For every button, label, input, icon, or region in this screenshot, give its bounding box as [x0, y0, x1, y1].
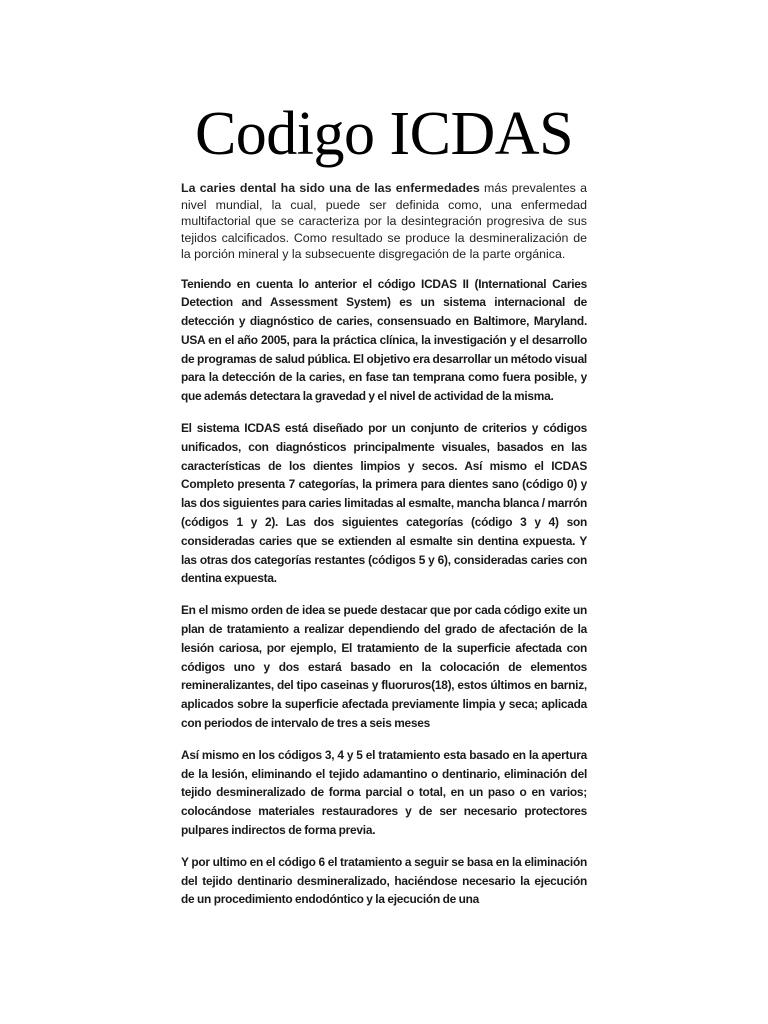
intro-rest-text: más prevalentes a nivel mundial, la cual, puede ser definida como, una enfermedad multifactorial que se caracteriza por la desintegración progresiva de sus tejidos calcificados. Como resultado se produce la desmineralización de la porción mineral y la subsecuente disgregación de la parte orgánica.: [181, 181, 587, 261]
document-body: [181, 180, 587, 909]
intro-lead-text: La caries dental ha sido una de las enfermedades: [181, 181, 480, 195]
intro-paragraph: [181, 180, 587, 263]
title-word-codigo: Codigo: [194, 100, 375, 168]
paragraph-treatment-codes-1-2: En el mismo orden de idea se puede destacar que por cada código exite un plan de tratamiento a realizar dependiendo del grado de afectación de la lesión cariosa, por ejemplo, El tratamiento de la superficie afectada con códigos uno y dos estará basado en la colocación de elementos remineralizantes, del tipo caseinas y fluoruros(18), estos últimos en barniz, aplicados sobre la superficie afectada previamente limpia y seca; aplicada con periodos de intervalo de tres a seis meses: [181, 603, 587, 731]
paragraph-treatment-code-6: Y por ultimo en el código 6 el tratamiento a seguir se basa en la eliminación del tejido dentinario desmineralizado, haciéndose necesario la ejecución de un procedimiento endodóntico y la ejecución de una: [181, 854, 587, 907]
paragraph-icdas-definition: Teniendo en cuenta lo anterior el código ICDAS II (International Caries Detection and Assessment System) es un sistema internacional de detección y diagnóstico de caries, consensuado en Baltimore, Maryland. USA en el año 2005, para la práctica clínica, la investigación y el desarrollo de programas de salud pública. El objetivo era desarrollar un método visual para la detección de la caries, en fase tan temprana como fuera posible, y que además detectara la gravedad y el nivel de actividad de la misma.: [181, 276, 587, 404]
document-title: [0, 98, 768, 170]
title-word-icdas: ICDAS: [389, 100, 574, 168]
paragraph-icdas-categories: El sistema ICDAS está diseñado por un conjunto de criterios y códigos unificados, con diagnósticos principalmente visuales, basados en las características de los dientes limpios y secos. Así mismo el ICDAS Completo presenta 7 categorías, la primera para dientes sano (código 0) y las dos siguientes para caries limitadas al esmalte, mancha blanca / marrón (códigos 1 y 2). Las dos siguientes categorías (código 3 y 4) son consideradas caries que se extienden al esmalte sin dentina expuesta. Y las otras dos categorías restantes (códigos 5 y 6), consideradas caries con dentina expuesta.: [181, 421, 587, 586]
paragraph-treatment-codes-3-5: Así mismo en los códigos 3, 4 y 5 el tratamiento esta basado en la apertura de la lesión, eliminando el tejido adamantino o dentinario, eliminación del tejido desmineralizado de forma parcial o total, en un paso o en varios; colocándose materiales restauradores y de ser necesario protectores pulpares indirectos de forma previa.: [181, 747, 587, 838]
